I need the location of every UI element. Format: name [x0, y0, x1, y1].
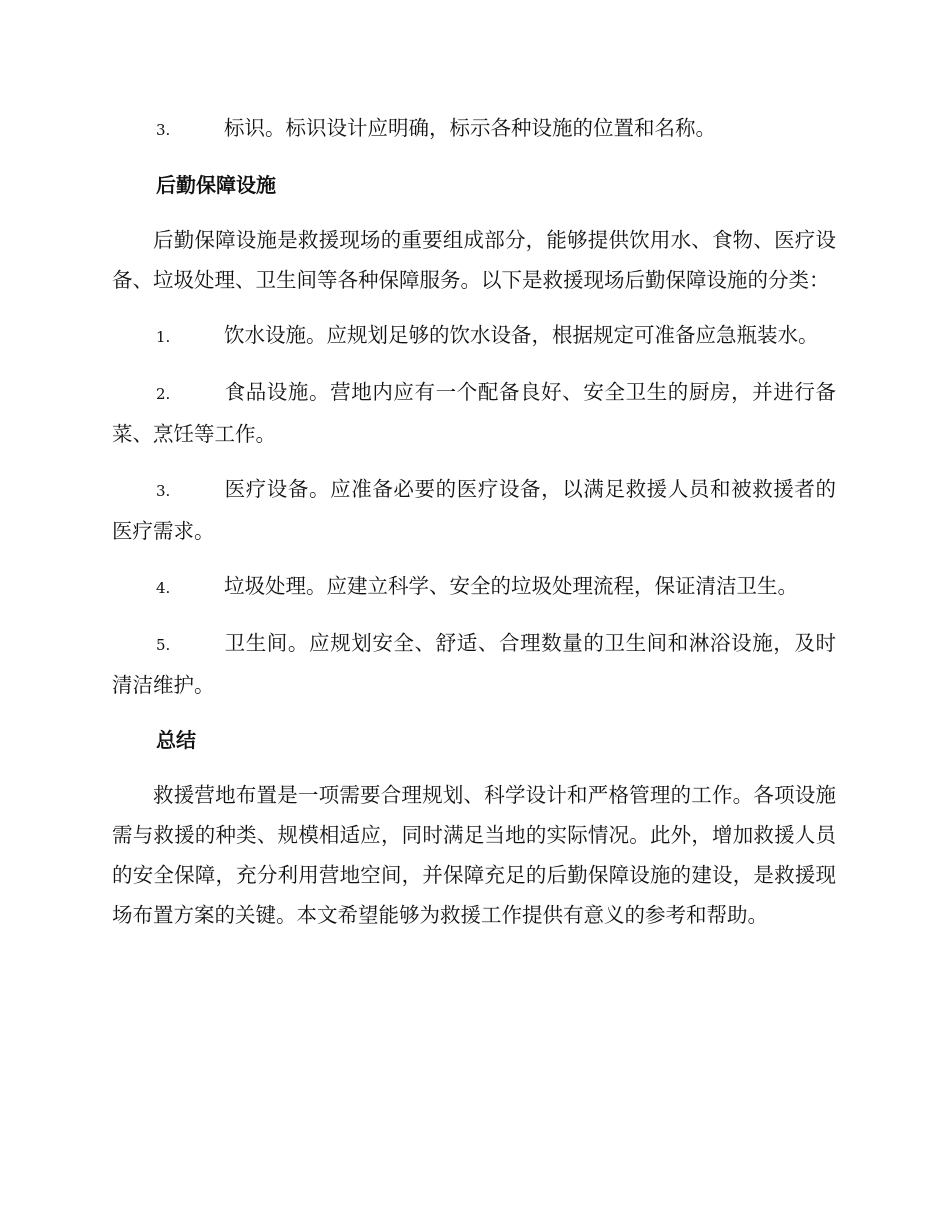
- section-heading-logistics: 后勤保障设施: [156, 173, 276, 197]
- list-number: 3.: [156, 482, 171, 500]
- list-item: [112, 108, 836, 150]
- list-number: 3.: [156, 121, 171, 139]
- list-text: 饮水设施。应规划足够的饮水设备，根据规定可准备应急瓶装水。: [224, 323, 819, 347]
- list-item: [112, 566, 836, 608]
- list-text: 食品设施。营地内应有一个配备良好、安全卫生的厨房，并进行备菜、烹饪等工作。: [112, 380, 836, 446]
- list-text: 垃圾处理。应建立科学、安全的垃圾处理流程，保证清洁卫生。: [224, 574, 798, 598]
- list-number: 2.: [156, 385, 171, 403]
- list-item: [112, 372, 836, 454]
- document-page: [112, 108, 836, 935]
- list-text: 标识。标识设计应明确，标示各种设施的位置和名称。: [224, 116, 716, 140]
- logistics-intro-paragraph: 后勤保障设施是救援现场的重要组成部分，能够提供饮用水、食物、医疗设备、垃圾处理、卫生间等各种保障服务。以下是救援现场后勤保障设施的分类：: [112, 228, 836, 292]
- list-item: [112, 315, 836, 357]
- list-item: [112, 623, 836, 705]
- list-item: [112, 469, 836, 551]
- list-number: 1.: [156, 328, 171, 346]
- list-text: 卫生间。应规划安全、舒适、合理数量的卫生间和淋浴设施，及时清洁维护。: [112, 631, 836, 697]
- summary-paragraph: 救援营地布置是一项需要合理规划、科学设计和严格管理的工作。各项设施需与救援的种类、规模相适应，同时满足当地的实际情况。此外，增加救援人员的安全保障，充分利用营地空间，并保障充足的后勤保障设施的建设，是救援现场布置方案的关键。本文希望能够为救援工作提供有意义的参考和帮助。: [112, 783, 836, 927]
- list-number: 4.: [156, 579, 171, 597]
- section-heading-summary: 总结: [156, 728, 196, 752]
- list-number: 5.: [156, 636, 171, 654]
- list-text: 医疗设备。应准备必要的医疗设备，以满足救援人员和被救援者的医疗需求。: [112, 477, 836, 543]
